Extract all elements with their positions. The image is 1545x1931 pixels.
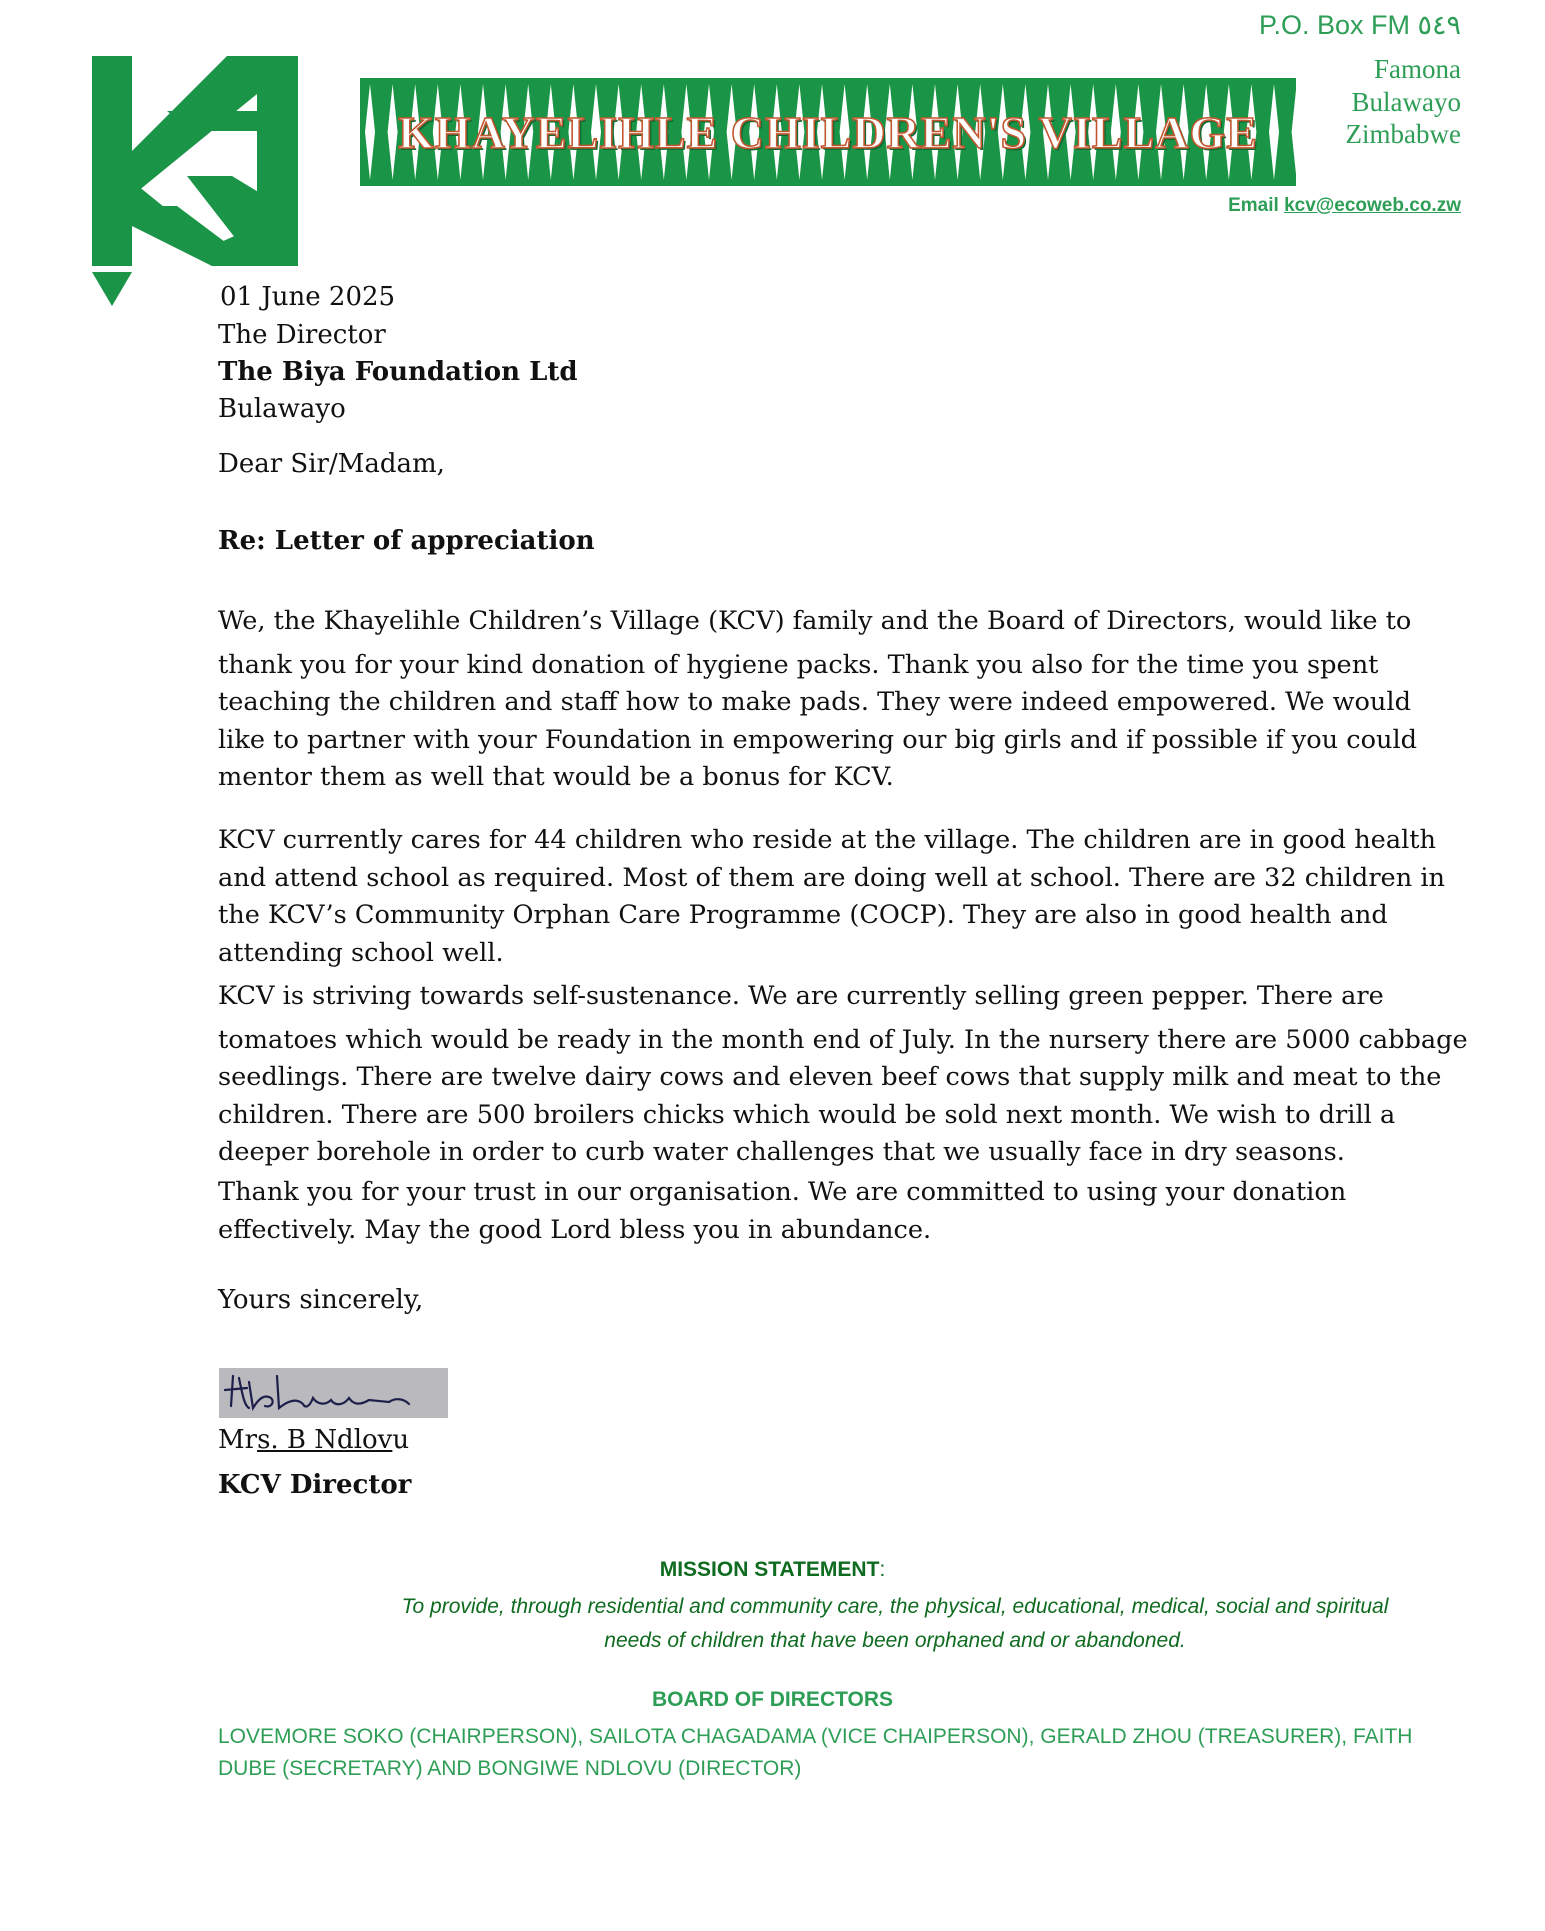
email-line [1228,195,1461,217]
text-line: KCV currently cares for 44 children who reside at the village. The children are in good health [218,825,1437,855]
address-line: Zimbabwe [1345,119,1461,149]
text-line: effectively. May the good Lord bless you in abundance. [218,1214,932,1245]
paragraph-sustenance [218,978,1478,1172]
email-label: Email [1228,195,1279,216]
signature-image [219,1368,448,1418]
text-line: KCV is striving towards self-sustenance. We are currently selling green pepper. There are [218,981,1384,1011]
paragraph-thanks [218,1174,1478,1249]
address-line: Bulawayo [1351,87,1461,117]
letter-date: 01 June 2025 [220,282,396,312]
text-line: thank you for your kind donation of hygiene packs. Thank you also for the time you spent [218,649,1379,680]
mission-heading-text: MISSION STATEMENT [659,1558,880,1581]
salutation: Dear Sir/Madam, [218,449,445,479]
paragraph-children [218,822,1478,972]
text-line: children. There are 500 broilers chicks which would be sold next month. We wish to drill a [218,1099,1396,1130]
email-link[interactable]: kcv@ecoweb.co.zw [1284,195,1461,216]
kcv-logo [92,56,298,306]
signer-name-underlined: s. B Ndlov [257,1425,393,1455]
text-line: mentor them as well that would be a bonus for KCV. [218,762,894,793]
po-box: P.O. Box FM ٥٤٩ [1258,10,1461,40]
text-line: deeper borehole in order to curb water challenges that we usually face in dry seasons. [218,1137,1345,1168]
board-heading: BOARD OF DIRECTORS [651,1688,894,1711]
recipient-organization: The Biya Foundation Ltd [218,357,578,387]
closing: Yours sincerely, [218,1285,424,1315]
board-members [218,1721,1468,1785]
text-line: like to partner with your Foundation in empowering our big girls and if possible if you could [218,724,1418,755]
recipient-city: Bulawayo [218,394,346,424]
signer-title: KCV Director [218,1470,412,1500]
address-line: Famona [1374,54,1461,84]
text-line: and attend school as required. Most of them are doing well at school. There are 32 children in [218,862,1445,893]
text-line: seedlings. There are twelve dairy cows and eleven beef cows that supply milk and meat to the [218,1062,1442,1093]
text-line: tomatoes which would be ready in the month end of July. In the nursery there are 5000 cabbage [218,1024,1468,1055]
organization-name: KHAYELIHLE CHILDREN'S VILLAGE [398,106,1258,158]
text-line: attending school well. [218,937,504,968]
subject-line: Re: Letter of appreciation [218,526,595,556]
text-line: Thank you for your trust in our organisation. We are committed to using your donation [218,1177,1347,1207]
signer-name-prefix: Mr [218,1425,258,1455]
signer-name-suffix: u [392,1425,410,1455]
paragraph-appreciation [218,603,1478,797]
mission-line: needs of children that have been orphaned and or abandoned. [604,1629,1186,1652]
signer-name [218,1425,409,1455]
text-line: We, the Khayelihle Children’s Village (KCV) family and the Board of Directors, would like to [218,606,1412,636]
text-line: teaching the children and staff how to make pads. They were indeed empowered. We would [218,687,1411,718]
mission-statement [330,1590,1460,1658]
mission-heading-colon: : [879,1558,886,1581]
recipient-title: The Director [218,320,386,350]
mission-line: To provide, through residential and community care, the physical, educational, medical, social and spiritual [401,1595,1389,1618]
text-line: the KCV’s Community Orphan Care Programme (COCP). They are also in good health and [218,900,1388,931]
board-line: LOVEMORE SOKO (CHAIRPERSON), SAILOTA CHAGADAMA (VICE CHAIPERSON), GERALD ZHOU (TREASURER), FAITH [218,1725,1413,1748]
mission-heading [0,1558,1545,1582]
board-line: DUBE (SECRETARY) AND BONGIWE NDLOVU (DIRECTOR) [218,1757,802,1780]
